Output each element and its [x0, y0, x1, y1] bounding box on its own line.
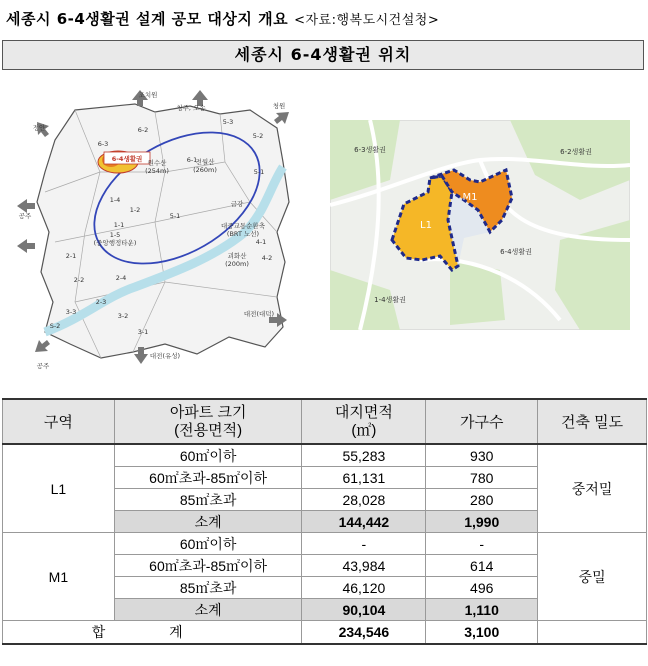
map-label: 5-2 [252, 132, 264, 140]
map-label: (BRT 노선) [226, 230, 260, 238]
map-label: 1-1 [113, 221, 125, 229]
map-label: 공주 [18, 212, 32, 220]
zone-label-l1: L1 [420, 220, 432, 231]
map-label: 전월산 [195, 158, 215, 166]
area-cell: 28,028 [302, 489, 426, 511]
map-label: 2-4 [115, 274, 127, 282]
map-label: 6-1 [186, 156, 198, 164]
units-cell: 280 [426, 489, 538, 511]
map-label: 대전(대덕) [243, 310, 275, 318]
units-cell: - [426, 533, 538, 555]
total-label: 합 계 [3, 621, 302, 645]
subtotal-units: 1,110 [426, 599, 538, 621]
map-label: 1-5 [109, 231, 121, 239]
subtotal-units: 1,990 [426, 511, 538, 533]
map-label: (중앙행정타운) [93, 239, 137, 247]
header-size: 아파트 크기 (전용면적) [114, 399, 302, 444]
map-label: 4-2 [261, 254, 273, 262]
header-zone: 구역 [3, 399, 115, 444]
subtotal-label: 소계 [114, 599, 302, 621]
area-cell: 61,131 [302, 467, 426, 489]
table-header-row [3, 399, 647, 444]
map-label: 금강 [230, 200, 244, 208]
map-label: 조치원 [138, 91, 158, 99]
area-cell: - [302, 533, 426, 555]
size-cell: 60㎡초과-85㎡이하 [114, 555, 302, 577]
density-cell: 중저밀 [538, 444, 647, 533]
title-source: <자료:행복도시건설청> [294, 13, 440, 28]
map-label: 6-3생활권 [354, 146, 386, 154]
map-label: 1-4 [109, 196, 121, 204]
map-label: 공주 [36, 362, 50, 370]
units-cell: 930 [426, 444, 538, 467]
header-units: 가구수 [426, 399, 538, 444]
map-label: 청원 [272, 102, 286, 110]
density-cell: 중밀 [538, 533, 647, 621]
map-label: 2-1 [65, 252, 77, 260]
header-density: 건축 밀도 [538, 399, 647, 444]
location-banner: 세종시 6-4생활권 위치 [2, 40, 644, 70]
subtotal-area: 144,442 [302, 511, 426, 533]
size-cell: 60㎡이하 [114, 533, 302, 555]
units-cell: 614 [426, 555, 538, 577]
units-cell: 496 [426, 577, 538, 599]
map-label: 3-2 [117, 312, 129, 320]
total-units: 3,100 [426, 621, 538, 645]
map-label: 정안 [32, 124, 46, 132]
map-label: 2-3 [95, 298, 107, 306]
zone-cell: L1 [3, 444, 115, 533]
title-main: 세종시 6-4생활권 설계 공모 대상지 개요 [6, 10, 289, 28]
map-label: 1-4생활권 [374, 296, 406, 304]
map-label: 괴화산 [227, 252, 247, 260]
map-label: 6-2 [137, 126, 149, 134]
area-cell: 46,120 [302, 577, 426, 599]
table-row [3, 533, 647, 555]
zone-label-m1: M1 [462, 192, 478, 203]
map-label: 대중교통순환축 [221, 222, 265, 230]
map-label: (254m) [145, 167, 169, 175]
map-label: 대전(유성) [149, 352, 181, 360]
map-label: (260m) [193, 166, 217, 174]
size-cell: 85㎡초과 [114, 577, 302, 599]
map-label: 5-1 [169, 212, 181, 220]
area-cell: 55,283 [302, 444, 426, 467]
map-label: 1-2 [129, 206, 141, 214]
size-cell: 85㎡초과 [114, 489, 302, 511]
total-area: 234,546 [302, 621, 426, 645]
header-area: 대지면적 (㎡) [302, 399, 426, 444]
map-label: 청주, 오송 [176, 104, 206, 112]
size-cell: 60㎡이하 [114, 444, 302, 467]
map-label: 6-4생활권 [111, 155, 143, 163]
zone-cell: M1 [3, 533, 115, 621]
map-label: 6-3 [97, 140, 109, 148]
map-label: 5-3 [222, 118, 234, 126]
table-row [3, 444, 647, 467]
document-title [6, 8, 439, 29]
map-label: 4-1 [255, 238, 267, 246]
map-label: 원수산 [147, 159, 167, 167]
subtotal-area: 90,104 [302, 599, 426, 621]
right-detail-map [330, 120, 630, 330]
site-overview-table [2, 398, 647, 645]
total-row [3, 621, 647, 645]
total-empty [538, 621, 647, 645]
map-label: 6-4생활권 [500, 248, 532, 256]
subtotal-label: 소계 [114, 511, 302, 533]
map-label: 6-2생활권 [560, 148, 592, 156]
left-overview-map [15, 82, 305, 372]
map-label: 5-1 [253, 168, 265, 176]
map-label: S-2 [49, 322, 61, 330]
size-cell: 60㎡초과-85㎡이하 [114, 467, 302, 489]
map-label: 3-1 [137, 328, 149, 336]
units-cell: 780 [426, 467, 538, 489]
area-cell: 43,984 [302, 555, 426, 577]
map-label: 2-2 [73, 276, 85, 284]
map-label: (200m) [225, 260, 249, 268]
map-label: 3-3 [65, 308, 77, 316]
